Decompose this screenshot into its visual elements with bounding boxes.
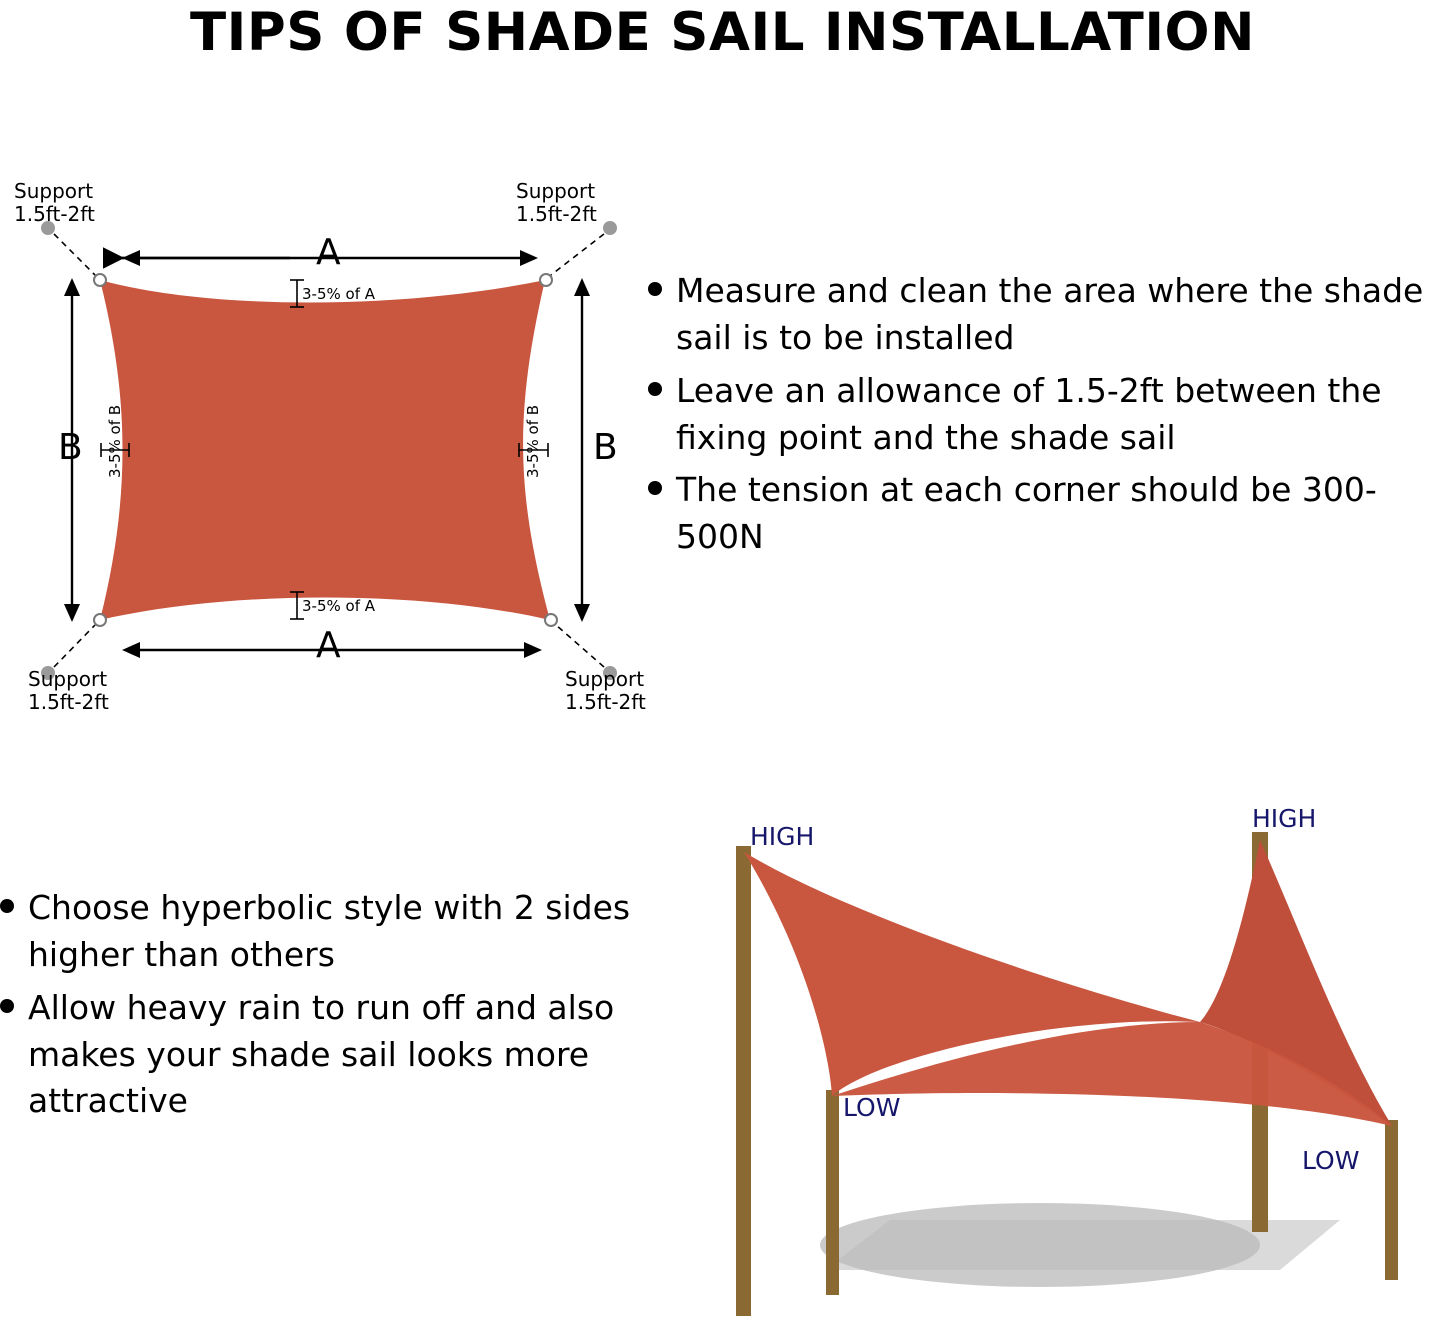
support-label-top-left: Support 1.5ft-2ft — [14, 179, 95, 226]
bullet-dot-icon — [648, 282, 662, 296]
list-item — [0, 985, 640, 1126]
sail-label-high-left: HIGH — [750, 822, 815, 851]
list-item — [648, 268, 1445, 362]
tips-list-right — [648, 268, 1445, 567]
tip-text: Measure and clean the area where the shade sail is to be installed — [676, 271, 1424, 357]
list-item — [0, 885, 640, 979]
tips-list-left — [0, 885, 640, 1131]
tip-text: Allow heavy rain to run off and also makes your shade sail looks more attractive — [28, 987, 615, 1121]
dimension-label-left-b: B — [58, 427, 83, 468]
sail-label-low-left: LOW — [843, 1093, 901, 1122]
curve-label-bottom: 3-5% of A — [302, 597, 376, 615]
tip-text: The tension at each corner should be 300-500N — [676, 470, 1377, 557]
curve-label-top: 3-5% of A — [302, 285, 376, 303]
list-item — [648, 368, 1445, 462]
sail-label-low-right: LOW — [1302, 1146, 1360, 1175]
page-title: TIPS OF SHADE SAIL INSTALLATION — [190, 2, 1255, 63]
bullet-dot-icon — [648, 481, 662, 495]
support-label-bottom-right: Support 1.5ft-2ft — [565, 667, 646, 714]
tip-text: Choose hyperbolic style with 2 sides higher than others — [28, 888, 631, 974]
support-label-bottom-left: Support 1.5ft-2ft — [28, 667, 109, 714]
list-item — [648, 467, 1445, 561]
hyperbolic-sail-diagram — [640, 790, 1445, 1319]
dimension-label-top-a: A — [316, 232, 341, 273]
curve-label-left: 3-5% of B — [106, 404, 124, 478]
rectangle-sail-diagram — [0, 160, 660, 730]
bullet-dot-icon — [0, 999, 14, 1013]
bullet-dot-icon — [648, 382, 662, 396]
curve-label-right: 3-5% of B — [524, 404, 542, 478]
dimension-label-bottom-a: A — [316, 625, 341, 666]
dimension-label-right-b: B — [593, 427, 618, 468]
support-label-top-right: Support 1.5ft-2ft — [516, 179, 597, 226]
bullet-dot-icon — [0, 899, 14, 913]
tip-text: Leave an allowance of 1.5-2ft between the fixing point and the shade sail — [676, 370, 1382, 457]
sail-label-high-right: HIGH — [1252, 804, 1317, 833]
